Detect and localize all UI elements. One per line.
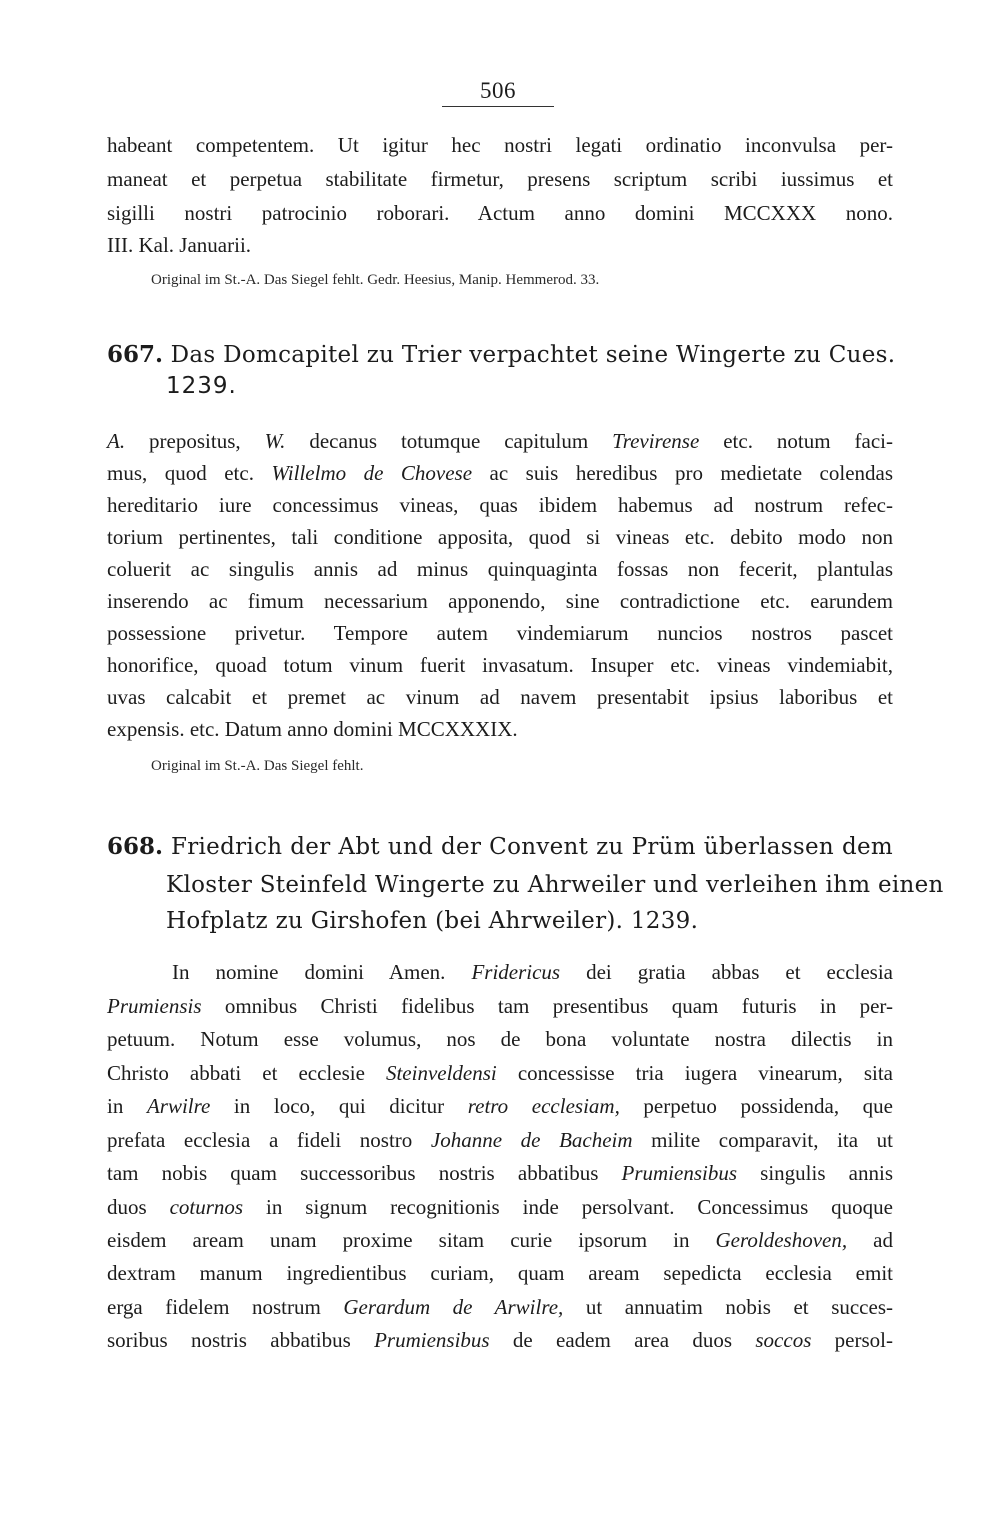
page-number-rule (442, 106, 554, 107)
text-span: Christo abbati et ecclesie (107, 1061, 386, 1085)
text-italic: Prumiensibus (621, 1161, 738, 1185)
text-span: duos (107, 1195, 170, 1219)
doc-title: Friedrich der Abt und der Convent zu Prüm überlassen dem (170, 834, 893, 860)
text-span: milite comparavit, ita ut (632, 1128, 894, 1152)
text-italic: Johanne de Bacheim (430, 1128, 633, 1152)
text-line: expensis. etc. Datum anno domini MCCXXXIX. (107, 717, 518, 741)
source-note: Original im St.-A. Das Siegel fehlt. Gedr. Heesius, Manip. Hemmerod. 33. (151, 272, 600, 288)
text-line: petuum. Notum esse volumus, nos de bona voluntate nostra dilectis in (107, 1027, 893, 1051)
text-span: persol- (811, 1328, 893, 1352)
text-line: sigilli nostri patrocinio roborari. Actum anno domini MCCXXX nono. (107, 201, 893, 225)
text-line: honorifice, quoad totum vinum fuerit invasatum. Insuper etc. vineas vindemiabit, (107, 653, 893, 677)
text-line: uvas calcabit et premet ac vinum ad navem presentabit ipsius laboribus et (107, 685, 893, 709)
text-span: concessisse tria iugera vinearum, sita (496, 1061, 893, 1085)
text-line (107, 428, 893, 454)
text-span: dei gratia abbas et ecclesia (560, 960, 894, 984)
text-span: prefata ecclesia a fideli nostro (107, 1128, 431, 1152)
text-span: etc. notum faci- (699, 429, 894, 453)
doc-title-line: Kloster Steinfeld Wingerte zu Ahrweiler und verleihen ihm einen (166, 872, 944, 898)
text-line: hereditario iure concessimus vineas, quas ibidem habemus ad nostrum refec- (107, 493, 893, 517)
doc-668-heading (107, 832, 893, 862)
text-line (107, 1160, 893, 1186)
text-line: habeant competentem. Ut igitur hec nostri legati ordinatio inconvulsa per- (107, 133, 893, 157)
text-italic: Willelmo de Chovese (271, 461, 473, 485)
doc-title: Das Domcapitel zu Trier verpachtet seine Wingerte zu Cues. (170, 342, 896, 368)
text-italic: coturnos (169, 1195, 244, 1219)
doc-title-line: Hofplatz zu Girshofen (bei Ahrweiler). 1239. (166, 908, 699, 934)
text-span: de eadem area duos (489, 1328, 756, 1352)
text-line: coluerit ac singulis annis ad minus quinquaginta fossas non fecerit, plantulas (107, 557, 893, 581)
doc-number: 667. (107, 341, 164, 368)
text-span: in (107, 1094, 147, 1118)
text-line (107, 1194, 893, 1220)
text-italic: retro ecclesiam, (467, 1094, 620, 1118)
text-italic: Arwilre (146, 1094, 211, 1118)
text-italic: Prumiensibus (374, 1328, 490, 1352)
text-line (107, 460, 893, 486)
text-italic: Prumiensis (107, 994, 202, 1018)
text-line (107, 1127, 893, 1153)
text-span: mus, quod etc. (107, 461, 272, 485)
text-line: III. Kal. Januarii. (107, 233, 252, 257)
text-span: prepositus, (125, 429, 265, 453)
text-line: dextram manum ingredientibus curiam, quam aream sepedicta ecclesia emit (107, 1261, 893, 1285)
text-span: omnibus Christi fidelibus tam presentibus quam futuris in per- (201, 994, 893, 1018)
text-italic: A. (107, 429, 126, 453)
text-line (107, 1327, 893, 1353)
text-line (107, 993, 893, 1019)
source-note: Original im St.-A. Das Siegel fehlt. (151, 758, 364, 774)
text-span: erga fidelem nostrum (107, 1295, 344, 1319)
text-line: possessione privetur. Tempore autem vindemiarum nuncios nostros pascet (107, 621, 893, 645)
text-italic: Gerardum de Arwilre, (343, 1295, 564, 1319)
doc-number: 668. (107, 833, 164, 860)
text-italic: Steinveldensi (385, 1061, 497, 1085)
text-span: decanus totumque capitulum (285, 429, 613, 453)
text-span: soribus nostris abbatibus (107, 1328, 375, 1352)
text-line: maneat et perpetua stabilitate firmetur, presens scriptum scribi iussimus et (107, 167, 893, 191)
text-span: In nomine domini Amen. (172, 960, 472, 984)
text-span: ut annuatim nobis et succes- (563, 1295, 893, 1319)
doc-year: 1239. (166, 373, 237, 399)
text-span: tam nobis quam successoribus nostris abbatibus (107, 1161, 622, 1185)
text-span: in loco, qui dicitur (210, 1094, 468, 1118)
text-span: ac suis heredibus pro medietate colendas (472, 461, 894, 485)
page-number: 506 (480, 78, 516, 103)
text-span: in signum recognitionis inde persolvant. Concessimus quoque (243, 1195, 893, 1219)
text-line (172, 959, 893, 985)
text-span: perpetuo possidenda, que (619, 1094, 893, 1118)
text-line (107, 1093, 893, 1119)
text-line: inserendo ac fimum necessarium apponendo, sine contradictione etc. earundem (107, 589, 893, 613)
text-line (107, 1227, 893, 1253)
text-span: singulis annis (737, 1161, 893, 1185)
text-italic: W. (264, 429, 286, 453)
text-line (107, 1060, 893, 1086)
text-italic: Fridericus (471, 960, 561, 984)
text-span: eisdem aream unam proxime sitam curie ipsorum in (107, 1228, 716, 1252)
text-span: ad (847, 1228, 894, 1252)
text-italic: Trevirense (612, 429, 700, 453)
text-line: torium pertinentes, tali conditione apposita, quod si vineas etc. debito modo non (107, 525, 893, 549)
text-line (107, 1294, 893, 1320)
doc-667-heading (107, 340, 896, 370)
text-italic: Geroldeshoven, (715, 1228, 848, 1252)
text-italic: soccos (755, 1328, 812, 1352)
